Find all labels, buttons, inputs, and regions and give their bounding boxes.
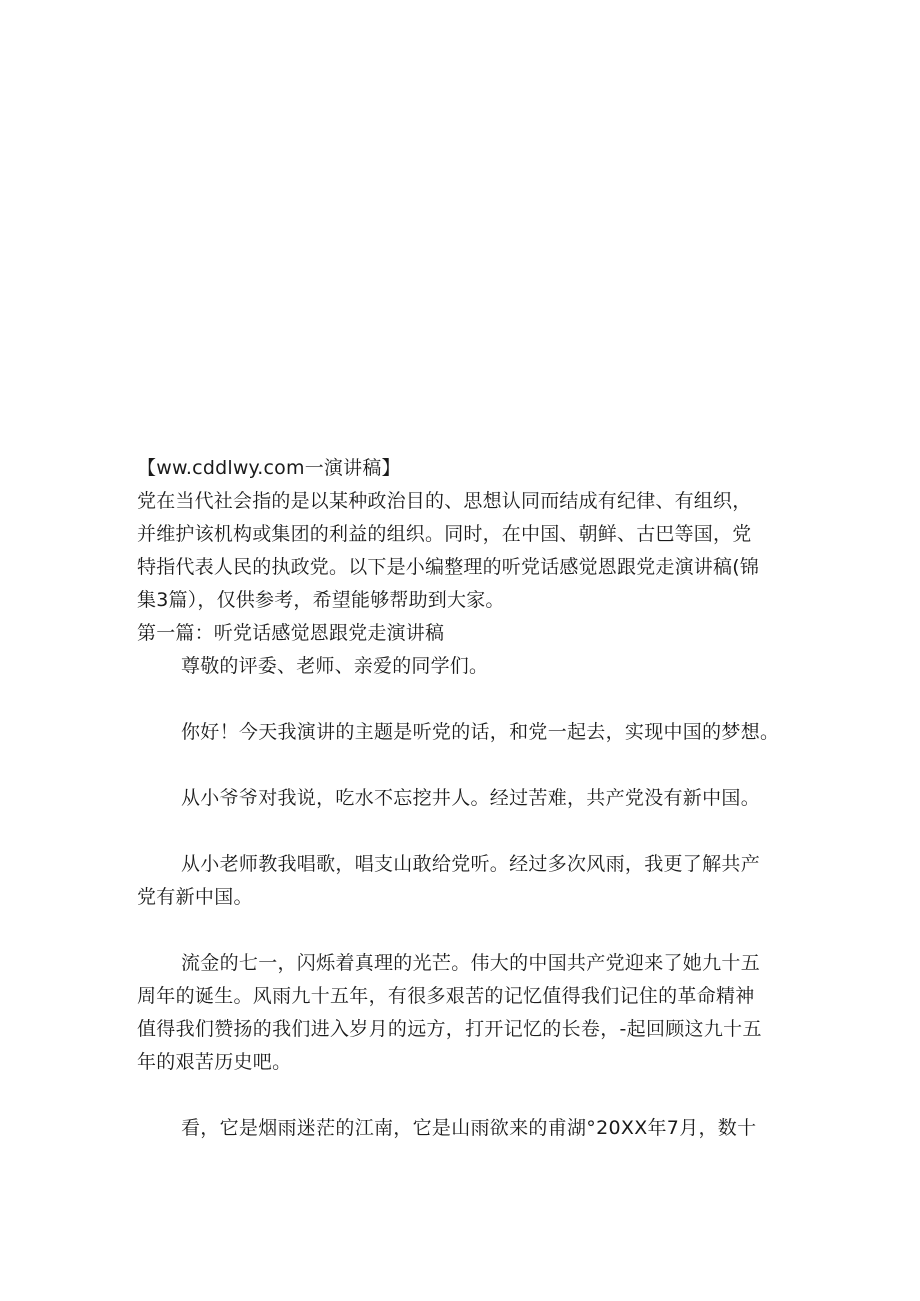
paragraph-gap	[137, 683, 787, 716]
intro-line: 集3篇），仅供参考，希望能够帮助到大家。	[137, 589, 505, 611]
paragraph-line: 年的艰苦历史吧。	[137, 1051, 292, 1073]
paragraph-line: 值得我们赞扬的我们进入岁月的远方，打开记忆的长卷，-起回顾这九十五	[137, 1018, 762, 1040]
intro-paragraph	[137, 485, 787, 617]
document-content	[137, 452, 787, 1145]
paragraph-gap	[137, 749, 787, 782]
intro-line: 党在当代社会指的是以某种政治目的、思想认同而结成有纪律、有组织，	[137, 490, 752, 512]
paragraph-line: 党有新中国。	[137, 886, 253, 908]
paragraph-1	[137, 716, 787, 749]
paragraph-line: 看，它是烟雨迷茫的江南，它是山雨欲来的甫湖°20XX年7月，数十	[181, 1117, 757, 1139]
paragraph-line: 流金的七一，闪烁着真理的光芒。伟大的中国共产党迎来了她九十五	[181, 952, 761, 974]
greeting: 尊敬的评委、老师、亲爱的同学们。	[181, 655, 489, 677]
intro-line: 并维护该机构或集团的利益的组织。同时，在中国、朝鲜、古巴等国，党	[137, 523, 752, 545]
paragraph-line: 周年的诞生。风雨九十五年，有很多艰苦的记忆值得我们记住的革命精神	[137, 985, 755, 1007]
source-tag: 【ww.cddlwy.com一演讲稿】	[137, 457, 401, 479]
paragraph-2	[137, 782, 787, 815]
paragraph-line: 从小老师教我唱歌，唱支山敢给党听。经过多次风雨，我更了解共产	[181, 853, 761, 875]
paragraph-gap	[137, 1079, 787, 1112]
paragraph-gap	[137, 914, 787, 947]
paragraph-3	[137, 848, 787, 914]
paragraph-5	[137, 1112, 787, 1145]
paragraph-line: 从小爷爷对我说，吃水不忘挖井人。经过苦难，共产党没有新中国。	[181, 787, 761, 809]
section-title: 第一篇：听党话感觉恩跟党走演讲稿	[137, 622, 445, 644]
intro-line: 特指代表人民的执政党。以下是小编整理的听党话感觉恩跟党走演讲稿(锦	[137, 556, 760, 578]
paragraph-gap	[137, 815, 787, 848]
paragraph-4	[137, 947, 787, 1079]
paragraph-line: 你好！今天我演讲的主题是听党的话，和党一起去，实现中国的梦想。	[181, 721, 780, 743]
